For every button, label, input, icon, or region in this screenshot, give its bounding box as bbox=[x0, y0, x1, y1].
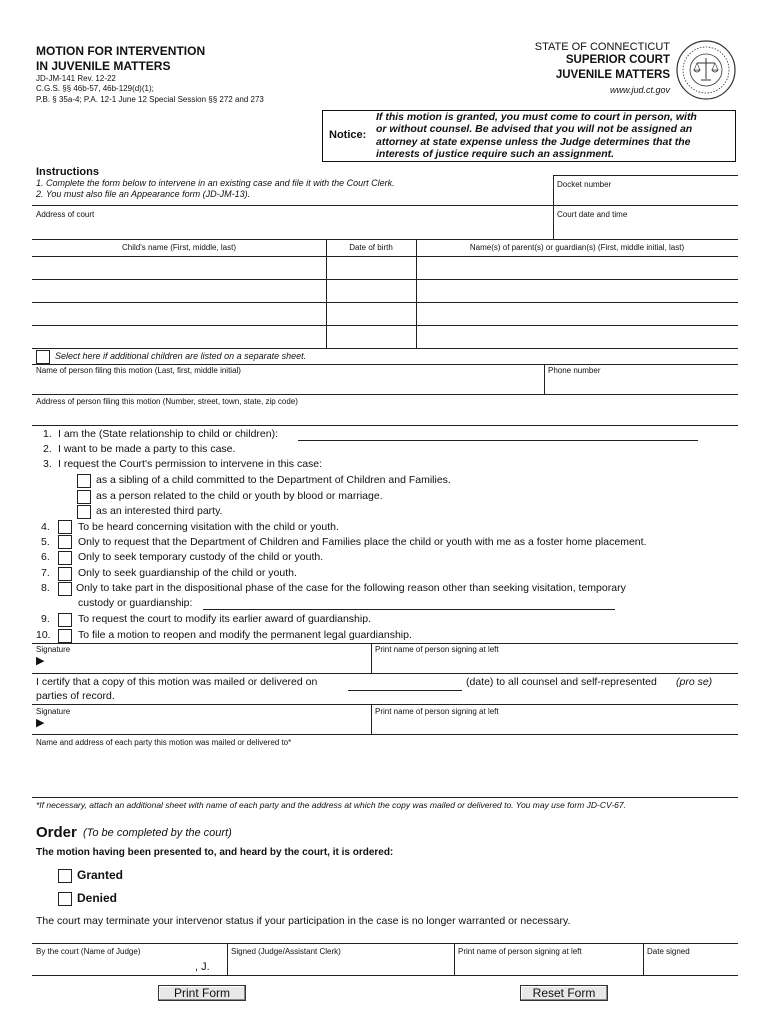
filer-name-input[interactable] bbox=[36, 377, 540, 394]
cert-signature-label: Signature bbox=[36, 707, 71, 716]
court-division: JUVENILE MATTERS bbox=[555, 69, 670, 81]
date-signed-input[interactable] bbox=[647, 958, 739, 975]
item-10-text: To file a motion to reopen and modify the permanent legal guardianship. bbox=[78, 629, 412, 641]
item-8-text-cont: custody or guardianship: bbox=[78, 597, 193, 609]
address-of-court-label: Address of court bbox=[36, 210, 95, 219]
sibling-checkbox[interactable] bbox=[77, 474, 91, 488]
order-print-name-input[interactable] bbox=[458, 958, 642, 975]
additional-children-label: Select here if additional children are listed on a separate sheet. bbox=[55, 351, 307, 361]
item-5-text: Only to request that the Department of Children and Families place the child or youth with me as a foster home placement. bbox=[78, 536, 647, 548]
item-5-checkbox[interactable] bbox=[58, 535, 72, 549]
cert-print-name-label: Print name of person signing at left bbox=[375, 707, 499, 716]
instructions-heading: Instructions bbox=[36, 166, 99, 178]
instructions-line1: 1. Complete the form below to intervene in an existing case and file it with the Court Clerk. bbox=[36, 178, 395, 188]
child-name-header: Child's name (First, middle, last) bbox=[122, 243, 236, 252]
court-seal bbox=[675, 39, 737, 101]
statute-line2: P.B. § 35a-4; P.A. 12-1 June 12 Special Session §§ 272 and 273 bbox=[36, 95, 264, 104]
item-3-number: 3. bbox=[43, 458, 52, 470]
pro-se: (pro se) bbox=[676, 676, 713, 688]
phone-number-input[interactable] bbox=[548, 377, 738, 394]
item-7-number: 7. bbox=[41, 567, 50, 579]
footnote: *If necessary, attach an additional sheet with name of each party and the address at which the copy was mailed or delivered to. You may use form JD-CV-67. bbox=[36, 800, 626, 810]
additional-children-checkbox[interactable] bbox=[36, 350, 50, 364]
docket-number-label: Docket number bbox=[557, 180, 612, 189]
instructions-line2: 2. You must also file an Appearance form (JD-JM-13). bbox=[36, 189, 251, 199]
judge-name-input[interactable] bbox=[36, 958, 195, 975]
filer-name-label: Name of person filing this motion (Last, first, middle initial) bbox=[36, 366, 241, 375]
print-form-button[interactable]: Print Form bbox=[158, 985, 246, 1001]
statute-line1: C.G.S. §§ 46b-57, 46b-129(d)(1); bbox=[36, 84, 154, 93]
relationship-line[interactable] bbox=[298, 440, 698, 441]
item-9-checkbox[interactable] bbox=[58, 613, 72, 627]
notice-line4: interests of justice require such an assignment. bbox=[376, 148, 615, 160]
item-4-text: To be heard concerning visitation with the child or youth. bbox=[78, 521, 339, 533]
granted-checkbox[interactable] bbox=[58, 869, 72, 883]
item-6-number: 6. bbox=[41, 551, 50, 563]
court-date-time-label: Court date and time bbox=[557, 210, 628, 219]
seal-icon bbox=[675, 39, 737, 101]
order-intro: The motion having been presented to, and heard by the court, it is ordered: bbox=[36, 847, 394, 858]
item-10-number: 10. bbox=[36, 629, 51, 641]
signature-label: Signature bbox=[36, 645, 71, 654]
table-row[interactable] bbox=[32, 303, 738, 325]
sibling-label: as a sibling of a child committed to the Department of Children and Families. bbox=[96, 474, 451, 486]
certification-date-line[interactable] bbox=[348, 690, 462, 691]
parent-header: Name(s) of parent(s) or guardian(s) (First, middle initial, last) bbox=[469, 243, 685, 252]
item-9-number: 9. bbox=[41, 613, 50, 625]
order-subheading: (To be completed by the court) bbox=[83, 827, 232, 839]
denied-checkbox[interactable] bbox=[58, 892, 72, 906]
website: www.jud.ct.gov bbox=[609, 85, 670, 95]
order-print-name-label: Print name of person signing at left bbox=[458, 947, 582, 956]
third-party-label: as an interested third party. bbox=[96, 505, 223, 517]
item-8-checkbox[interactable] bbox=[58, 582, 72, 596]
third-party-checkbox[interactable] bbox=[77, 505, 91, 519]
state-name: STATE OF CONNECTICUT bbox=[534, 41, 670, 53]
form-title-line2: IN JUVENILE MATTERS bbox=[36, 59, 171, 73]
item-10-checkbox[interactable] bbox=[58, 629, 72, 643]
by-court-label: By the court (Name of Judge) bbox=[36, 947, 141, 956]
item-6-text: Only to seek temporary custody of the child or youth. bbox=[78, 551, 324, 563]
address-of-court-input[interactable] bbox=[36, 221, 550, 239]
form-id: JD-JM-141 Rev. 12-22 bbox=[36, 74, 116, 83]
filer-address-label: Address of person filing this motion (Number, street, town, state, zip code) bbox=[36, 397, 298, 406]
denied-label: Denied bbox=[77, 891, 118, 905]
dob-header: Date of birth bbox=[349, 243, 393, 252]
item-1-text: I am the (State relationship to child or children): bbox=[58, 428, 279, 440]
item-4-number: 4. bbox=[41, 521, 50, 533]
reason-line[interactable] bbox=[203, 609, 615, 610]
item-4-checkbox[interactable] bbox=[58, 520, 72, 534]
item-2-number: 2. bbox=[43, 443, 52, 455]
item-8-number: 8. bbox=[41, 582, 50, 594]
item-3-text: I request the Court's permission to intervene in this case: bbox=[58, 458, 323, 470]
parties-input[interactable] bbox=[36, 750, 738, 798]
print-name-label: Print name of person signing at left bbox=[375, 645, 499, 654]
table-row[interactable] bbox=[32, 326, 738, 348]
item-6-checkbox[interactable] bbox=[58, 551, 72, 565]
cert-print-name-input[interactable] bbox=[375, 718, 739, 735]
signed-label: Signed (Judge/Assistant Clerk) bbox=[231, 947, 341, 956]
item-1-number: 1. bbox=[43, 428, 52, 440]
certification-line2: parties of record. bbox=[36, 690, 115, 702]
notice-line3: attorney at state expense unless the Judge determines that the bbox=[376, 136, 691, 148]
parties-label: Name and address of each party this motion was mailed or delivered to* bbox=[36, 738, 292, 747]
item-2-text: I want to be made a party to this case. bbox=[58, 443, 236, 455]
order-note: The court may terminate your intervenor status if your participation in the case is no longer warranted or necessary. bbox=[36, 915, 571, 927]
notice-label: Notice: bbox=[329, 129, 367, 141]
reset-form-button[interactable]: Reset Form bbox=[520, 985, 608, 1001]
court-name: SUPERIOR COURT bbox=[565, 54, 670, 66]
court-date-time-input[interactable] bbox=[557, 221, 739, 239]
item-9-text: To request the court to modify its earlier award of guardianship. bbox=[78, 613, 371, 625]
filer-address-input[interactable] bbox=[36, 408, 738, 425]
granted-label: Granted bbox=[77, 868, 124, 882]
relative-label: as a person related to the child or youth by blood or marriage. bbox=[96, 490, 383, 502]
item-8-text: Only to take part in the dispositional phase of the case for the following reason other than seeking visitation, temporary bbox=[76, 582, 626, 594]
phone-number-label: Phone number bbox=[548, 366, 601, 375]
item-5-number: 5. bbox=[41, 536, 50, 548]
relative-checkbox[interactable] bbox=[77, 490, 91, 504]
certification-line1-cont: (date) to all counsel and self-represented bbox=[466, 676, 657, 688]
table-row[interactable] bbox=[32, 257, 738, 279]
cert-signature-arrow-icon: ▶ bbox=[36, 717, 45, 729]
order-heading: Order bbox=[36, 824, 77, 841]
item-7-text: Only to seek guardianship of the child or youth. bbox=[78, 567, 297, 579]
signature-print-name-input[interactable] bbox=[375, 656, 739, 673]
signature-arrow-icon: ▶ bbox=[36, 655, 45, 667]
table-row[interactable] bbox=[32, 280, 738, 302]
form-title-line1: MOTION FOR INTERVENTION bbox=[36, 44, 206, 58]
item-7-checkbox[interactable] bbox=[58, 567, 72, 581]
certification-line1: I certify that a copy of this motion was mailed or delivered on bbox=[36, 676, 318, 688]
notice-line1: If this motion is granted, you must come to court in person, with bbox=[376, 111, 697, 123]
judge-suffix: , J. bbox=[195, 961, 210, 973]
notice-line2: or without counsel. Be advised that you will not be assigned an bbox=[376, 123, 693, 135]
date-signed-label: Date signed bbox=[647, 947, 690, 956]
